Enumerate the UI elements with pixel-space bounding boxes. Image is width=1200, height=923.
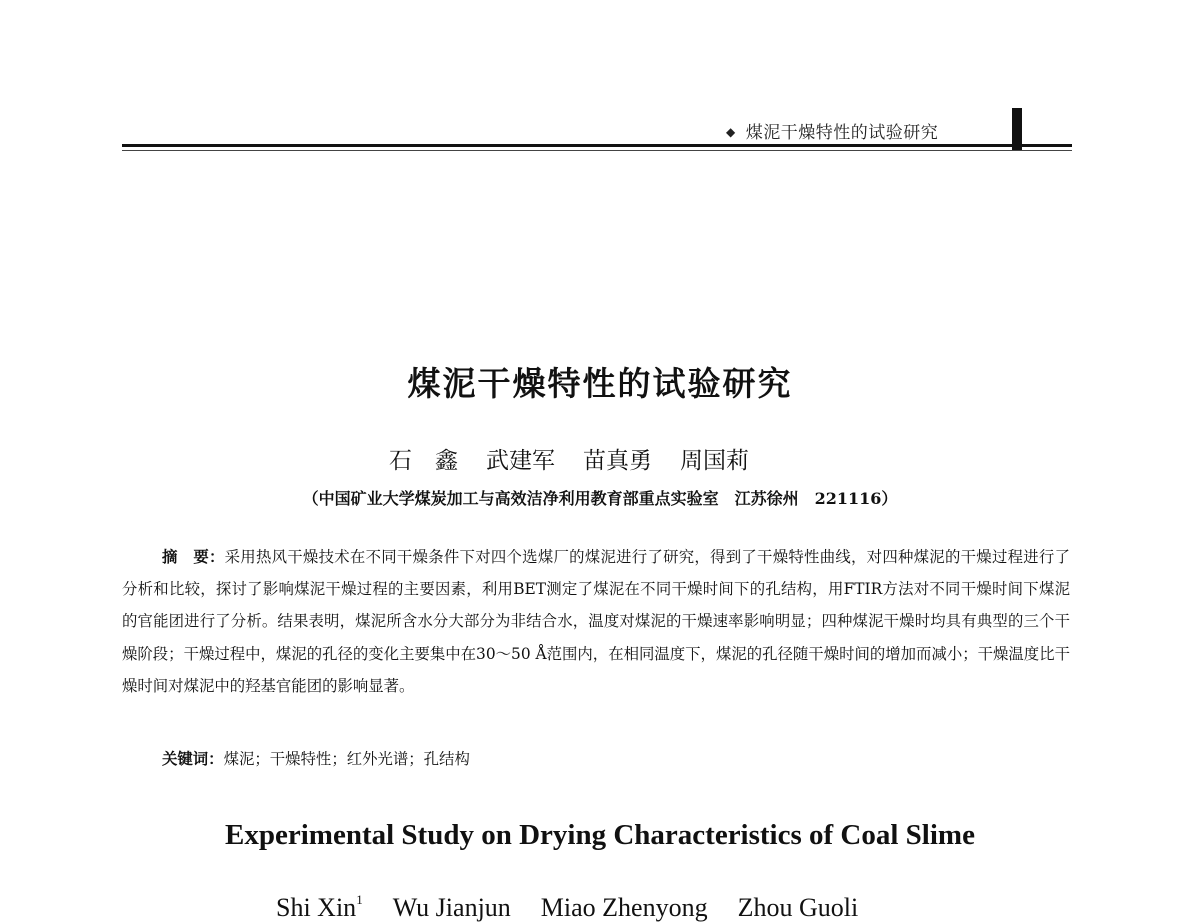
author-cn-4: 周国莉: [680, 448, 749, 474]
author-cn-3: 苗真勇: [583, 448, 652, 474]
author-en-2: Wu Jianjun: [392, 893, 511, 922]
running-header-text: [726, 118, 938, 143]
author-en-3: Miao Zhenyong: [540, 893, 708, 922]
author-cn-1: 石 鑫: [389, 448, 458, 474]
running-title: 煤泥干燥特性的试验研究: [745, 123, 939, 143]
authors-en: [276, 892, 858, 923]
header-rule: [122, 144, 1072, 147]
author-cn-2: 武建军: [486, 448, 555, 474]
keywords-text: 煤泥；干燥特性；红外光谱；孔结构: [223, 750, 470, 768]
abstract-cn: [122, 541, 1070, 702]
diamond-bullet-icon: ◆: [726, 125, 736, 139]
paper-title-en: Experimental Study on Drying Characteristics of Coal Slime: [225, 819, 975, 851]
keywords-cn: [162, 747, 470, 769]
affiliation-cn: （中国矿业大学煤炭加工与高效洁净利用教育部重点实验室 江苏徐州 221116）: [302, 489, 898, 508]
authors-cn: [389, 442, 749, 475]
author-en-4: Zhou Guoli: [737, 893, 859, 922]
paper-title-cn: 煤泥干燥特性的试验研究: [407, 364, 793, 403]
author-en-1-affiliation-mark: 1: [356, 892, 363, 907]
abstract-text: 采用热风干燥技术在不同干燥条件下对四个选煤厂的煤泥进行了研究，得到了干燥特性曲线，对四种煤泥的干燥过程进行了分析和比较，探讨了影响煤泥干燥过程的主要因素，利用BET测定了煤泥在不同干燥时间下的孔结构，用FTIR方法对不同干燥时间下煤泥的官能团进行了分析。结果表明，煤泥所含水分大部分为非结合水，温度对煤泥的干燥速率影响明显；四种煤泥干燥时均具有典型的三个干燥阶段；干燥过程中，煤泥的孔径的变化主要集中在30～50 Å范围内，在相同温度下，煤泥的孔径随干燥时间的增加而减小；干燥温度比干燥时间对煤泥中的羟基官能团的影响显著。: [122, 548, 1070, 695]
abstract-label: 摘 要：: [162, 548, 225, 566]
header-rule-thin: [122, 150, 1072, 151]
keywords-label: 关键词：: [162, 750, 224, 768]
author-en-1: Shi Xin: [276, 893, 357, 922]
